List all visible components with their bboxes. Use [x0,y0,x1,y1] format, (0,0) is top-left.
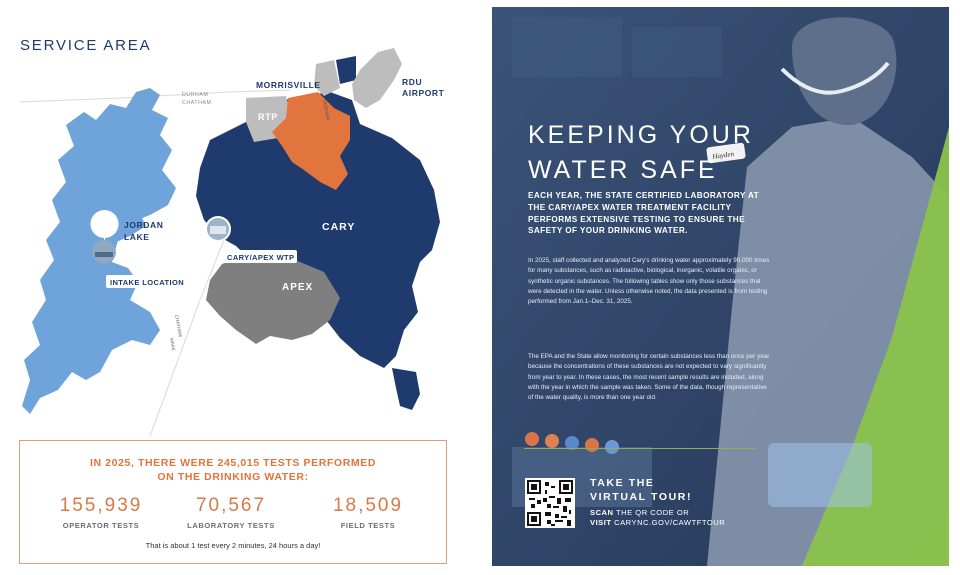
map-label-chatham: CHATHAM [182,100,212,106]
map-label-morrisville: MORRISVILLE [256,80,321,90]
stat-label: OPERATOR TESTS [62,521,140,530]
stat-operator-tests [36,495,166,530]
page-title-line2: WATER SAFE [528,156,718,184]
lab-shelf [632,27,722,77]
service-area-map [0,0,470,440]
map-label-apex: APEX [282,282,314,293]
lab-shelf [512,17,622,77]
stat-field-tests [303,495,433,530]
scan-instruction [590,508,689,517]
map-label-wake-vertical: WAKE [169,337,177,352]
tests-heading-line2: ON THE DRINKING WATER: [157,471,309,483]
visit-instruction[interactable] [590,518,725,527]
body-paragraph-1: In 2025, staff collected and analyzed Cary’s drinking water approximately 90,000 times for many substances, such as radioactive, biological, inorganic, volatile organic, or synthetic organic substances. The following tables show only those substances that were detected in the water. Unless otherwise noted, the data presented is from testing performed from Jan.1–Dec. 31, 2025. [528,257,770,306]
wtp-marker [205,216,231,242]
map-label-airport: AIRPORT [402,88,445,98]
visit-url[interactable]: CARYNC.GOV/CAWTFTOUR [611,518,726,527]
stat-value: 18,509 [332,495,404,516]
scan-rest: THE QR CODE OR [613,508,690,517]
divider-line [524,448,756,449]
sample-container [768,443,872,507]
map-label-durham: DURHAM [182,92,209,98]
stat-value: 70,567 [195,495,267,516]
map-label-rtp: RTP [258,112,278,122]
stat-label: FIELD TESTS [340,521,396,530]
page-title-line1: KEEPING YOUR [528,121,754,149]
tests-heading-line1: IN 2025, THERE WERE 245,015 TESTS PERFORMED [89,457,377,469]
tour-heading-line1: TAKE THE [590,477,655,489]
lead-paragraph: EACH YEAR, THE STATE CERTIFIED LABORATORY AT THE CARY/APEX WATER TREATMENT FACILITY PERFORMS EXTENSIVE TESTING TO ENSURE THE SAFETY OF YOUR DRINKING WATER. [528,191,760,236]
stat-label: LABORATORY TESTS [187,521,275,530]
tests-footnote: That is about 1 test every 2 minutes, 24 hours a day! [145,541,321,550]
map-label-jordan: JORDAN [124,220,164,230]
north-area-shape [314,60,340,96]
body-paragraph-2: The EPA and the State allow monitoring for certain substances less than once per year because the concentrations of these substances are not expected to vary significantly from year to year. In these cases, the most recent sample results are included, along with the year in which the sample was taken. Some of the data, though representative of the water quality, is more than one year old. [528,353,770,402]
tests-summary-heading [20,456,446,484]
map-label-cary: CARY [322,221,356,233]
name-tag-text: Hayden [711,149,735,161]
sample-vial [525,432,539,446]
map-label-wtp: CARY/APEX WTP [227,253,295,262]
scan-bold: SCAN [590,508,614,517]
map-label-lake: LAKE [124,232,150,242]
section-title: SERVICE AREA [20,37,152,54]
stat-value: 155,939 [59,495,143,516]
tests-summary-box [19,440,447,564]
qr-code[interactable] [525,478,575,528]
map-label-durham-vertical: DURHAM [322,99,331,121]
rdu-area-shape [352,48,402,108]
map-label-rdu: RDU [402,77,423,87]
visit-bold: VISIT [590,518,612,527]
tour-heading-line2: VIRTUAL TOUR! [590,491,693,503]
sample-vial [545,434,559,448]
right-page [492,7,949,566]
cary-area-shape [392,368,420,410]
map-label-chatham-vertical: CHATHAM [174,314,183,338]
map-label-intake: INTAKE LOCATION [110,278,185,287]
left-page [0,0,470,575]
cary-area-shape [336,56,356,84]
sample-vial [605,440,619,454]
sample-vial [585,438,599,452]
stat-laboratory-tests [166,495,296,530]
